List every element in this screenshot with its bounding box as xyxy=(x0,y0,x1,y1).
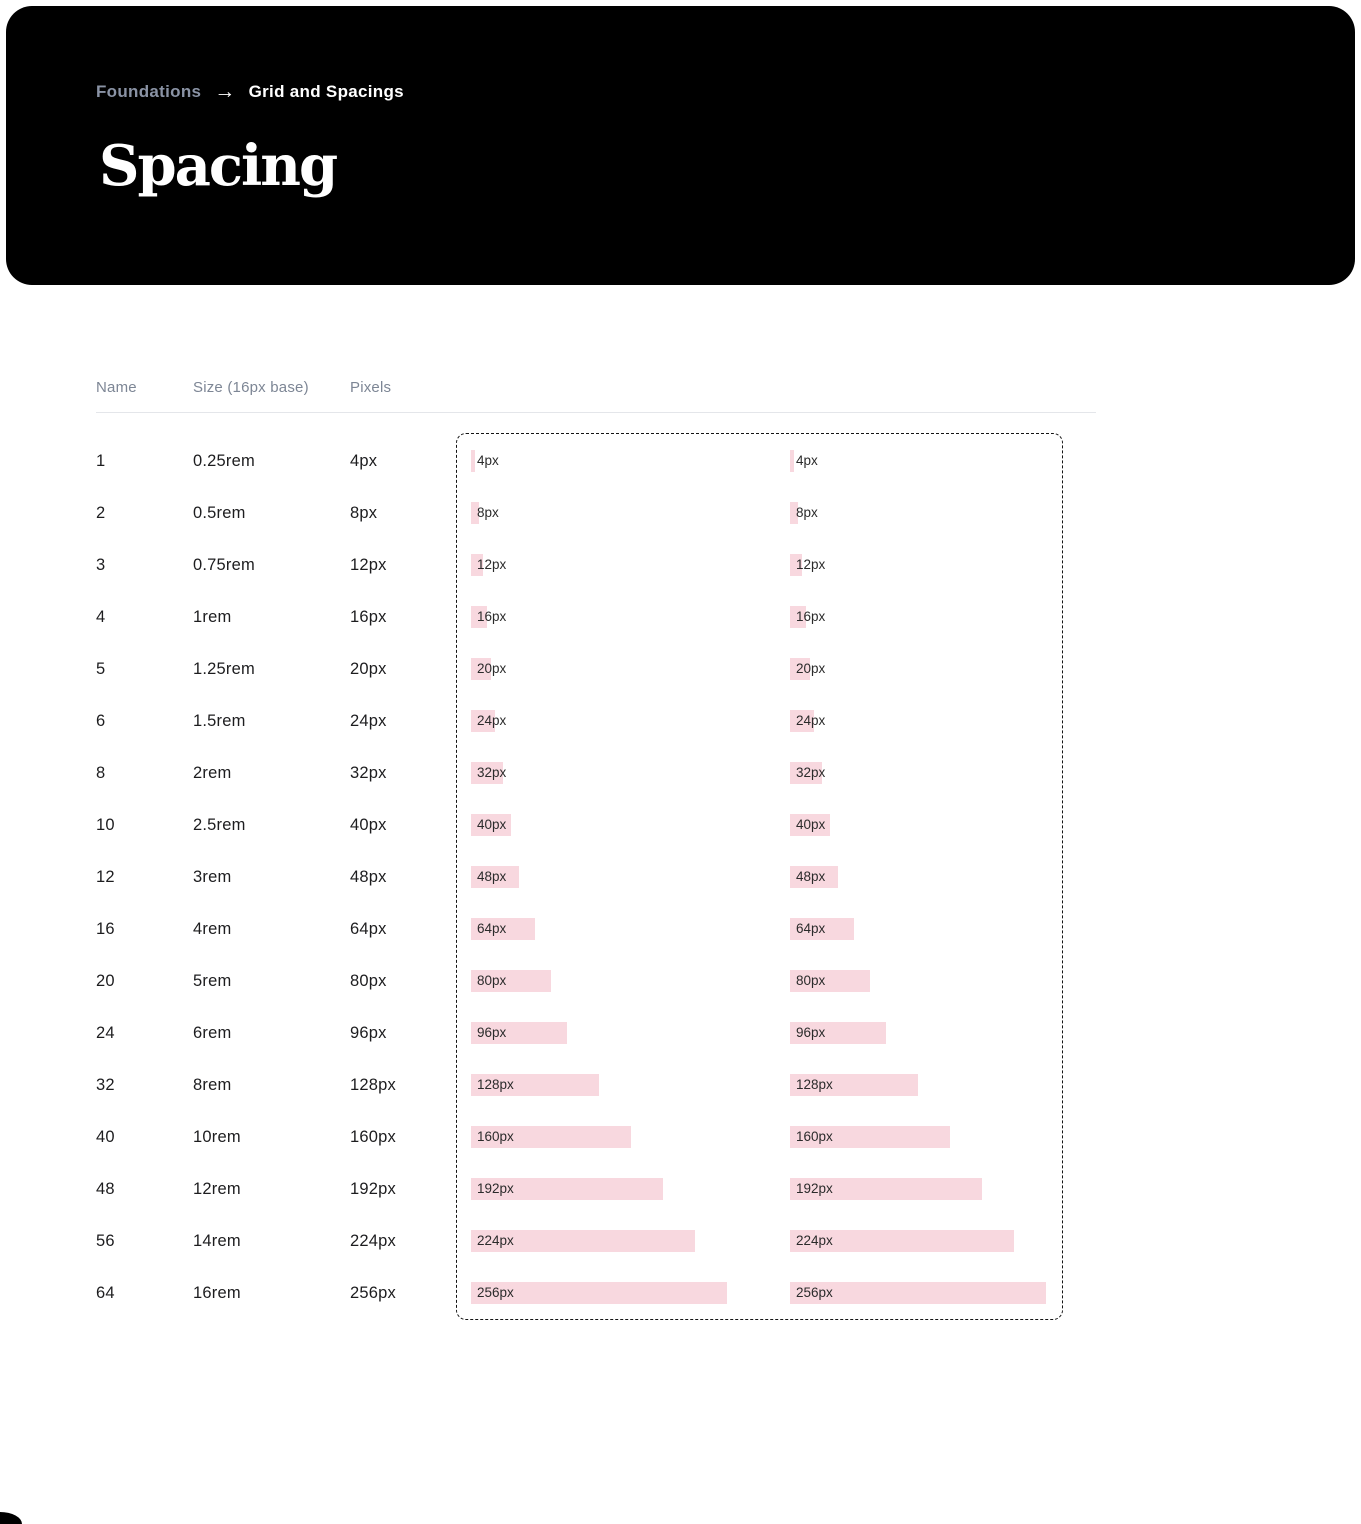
cell-size: 14rem xyxy=(193,1232,241,1250)
cell-pixels: 24px xyxy=(350,712,387,730)
cell-name: 24 xyxy=(96,1024,115,1042)
spacing-bar-label: 192px xyxy=(477,1181,514,1196)
cell-pixels: 8px xyxy=(350,504,378,522)
breadcrumb-arrow-icon: → xyxy=(214,79,236,103)
cell-name: 2 xyxy=(96,504,106,522)
cell-name: 4 xyxy=(96,608,106,626)
cell-name: 32 xyxy=(96,1076,115,1094)
table-row xyxy=(96,1111,1196,1163)
cell-name: 3 xyxy=(96,556,106,574)
cell-name: 64 xyxy=(96,1284,115,1302)
column-header-pixels: Pixels xyxy=(350,379,392,396)
table-body xyxy=(96,435,1196,1319)
cell-size: 1rem xyxy=(193,608,232,626)
cell-pixels: 64px xyxy=(350,920,387,938)
cell-size: 12rem xyxy=(193,1180,241,1198)
spacing-bar-label: 160px xyxy=(796,1129,833,1144)
cell-pixels: 40px xyxy=(350,816,387,834)
cell-pixels: 80px xyxy=(350,972,387,990)
spacing-bar-label: 32px xyxy=(477,765,507,780)
spacing-bar xyxy=(790,450,794,472)
cell-pixels: 32px xyxy=(350,764,387,782)
table-header-row xyxy=(96,379,1096,399)
table-row xyxy=(96,435,1196,487)
cell-pixels: 96px xyxy=(350,1024,387,1042)
table-row xyxy=(96,747,1196,799)
cell-pixels: 48px xyxy=(350,868,387,886)
cell-size: 6rem xyxy=(193,1024,232,1042)
spacing-bar-label: 4px xyxy=(477,453,499,468)
spacing-bar-label: 224px xyxy=(477,1233,514,1248)
table-row xyxy=(96,851,1196,903)
cell-pixels: 256px xyxy=(350,1284,396,1302)
spacing-bar-label: 80px xyxy=(796,973,826,988)
cell-pixels: 128px xyxy=(350,1076,396,1094)
cell-size: 1.5rem xyxy=(193,712,246,730)
spacing-bar-label: 12px xyxy=(477,557,507,572)
spacing-bar-label: 256px xyxy=(477,1285,514,1300)
table-row xyxy=(96,1267,1196,1319)
cell-name: 5 xyxy=(96,660,106,678)
spacing-bar-label: 24px xyxy=(477,713,507,728)
cell-name: 6 xyxy=(96,712,106,730)
cell-pixels: 16px xyxy=(350,608,387,626)
cell-size: 2rem xyxy=(193,764,232,782)
cell-name: 20 xyxy=(96,972,115,990)
table-row xyxy=(96,1007,1196,1059)
spacing-bar-label: 16px xyxy=(796,609,826,624)
spacing-bar-label: 160px xyxy=(477,1129,514,1144)
cell-size: 3rem xyxy=(193,868,232,886)
cell-size: 2.5rem xyxy=(193,816,246,834)
cell-name: 10 xyxy=(96,816,115,834)
table-row xyxy=(96,1215,1196,1267)
spacing-bar-label: 20px xyxy=(796,661,826,676)
spacing-bar-label: 40px xyxy=(796,817,826,832)
cell-pixels: 160px xyxy=(350,1128,396,1146)
cell-size: 16rem xyxy=(193,1284,241,1302)
spacing-bar-label: 16px xyxy=(477,609,507,624)
spacing-bar-label: 224px xyxy=(796,1233,833,1248)
spacing-bar-label: 192px xyxy=(796,1181,833,1196)
cell-name: 8 xyxy=(96,764,106,782)
cell-pixels: 20px xyxy=(350,660,387,678)
cell-name: 48 xyxy=(96,1180,115,1198)
cell-name: 56 xyxy=(96,1232,115,1250)
spacing-bar-label: 8px xyxy=(796,505,818,520)
spacing-bar-label: 20px xyxy=(477,661,507,676)
table-row xyxy=(96,487,1196,539)
cell-size: 10rem xyxy=(193,1128,241,1146)
spacing-bar-label: 128px xyxy=(477,1077,514,1092)
spacing-bar-label: 8px xyxy=(477,505,499,520)
cell-size: 8rem xyxy=(193,1076,232,1094)
hero-header xyxy=(6,6,1355,285)
cell-name: 12 xyxy=(96,868,115,886)
next-section-corner xyxy=(0,1512,22,1524)
spacing-bar-label: 48px xyxy=(796,869,826,884)
spacing-bar-label: 12px xyxy=(796,557,826,572)
table-row xyxy=(96,1163,1196,1215)
cell-name: 40 xyxy=(96,1128,115,1146)
cell-name: 16 xyxy=(96,920,115,938)
spacing-bar-label: 128px xyxy=(796,1077,833,1092)
cell-pixels: 4px xyxy=(350,452,378,470)
spacing-bar-label: 64px xyxy=(477,921,507,936)
spacing-bar-label: 96px xyxy=(796,1025,826,1040)
cell-name: 1 xyxy=(96,452,106,470)
spacing-bar-label: 64px xyxy=(796,921,826,936)
spacing-bar-label: 80px xyxy=(477,973,507,988)
breadcrumb-page[interactable]: Grid and Spacings xyxy=(248,82,404,101)
spacing-bar xyxy=(471,450,475,472)
spacing-bar-label: 32px xyxy=(796,765,826,780)
table-row xyxy=(96,539,1196,591)
cell-size: 4rem xyxy=(193,920,232,938)
cell-size: 1.25rem xyxy=(193,660,255,678)
spacing-bar-label: 40px xyxy=(477,817,507,832)
table-row xyxy=(96,695,1196,747)
cell-size: 5rem xyxy=(193,972,232,990)
table-row xyxy=(96,1059,1196,1111)
cell-size: 0.25rem xyxy=(193,452,255,470)
table-row xyxy=(96,955,1196,1007)
breadcrumb xyxy=(96,79,404,103)
spacing-bar-label: 48px xyxy=(477,869,507,884)
table-row xyxy=(96,799,1196,851)
table-row xyxy=(96,643,1196,695)
spacing-bar-label: 256px xyxy=(796,1285,833,1300)
table-row xyxy=(96,903,1196,955)
spacing-bar-label: 24px xyxy=(796,713,826,728)
column-header-size: Size (16px base) xyxy=(193,379,309,396)
cell-size: 0.5rem xyxy=(193,504,246,522)
table-row xyxy=(96,591,1196,643)
cell-pixels: 192px xyxy=(350,1180,396,1198)
table-header-divider xyxy=(96,412,1096,413)
cell-pixels: 12px xyxy=(350,556,387,574)
cell-pixels: 224px xyxy=(350,1232,396,1250)
page-title: Spacing xyxy=(99,133,337,199)
column-header-name: Name xyxy=(96,379,137,396)
cell-size: 0.75rem xyxy=(193,556,255,574)
spacing-bar-label: 4px xyxy=(796,453,818,468)
spacing-bar-label: 96px xyxy=(477,1025,507,1040)
breadcrumb-section[interactable]: Foundations xyxy=(96,82,202,101)
